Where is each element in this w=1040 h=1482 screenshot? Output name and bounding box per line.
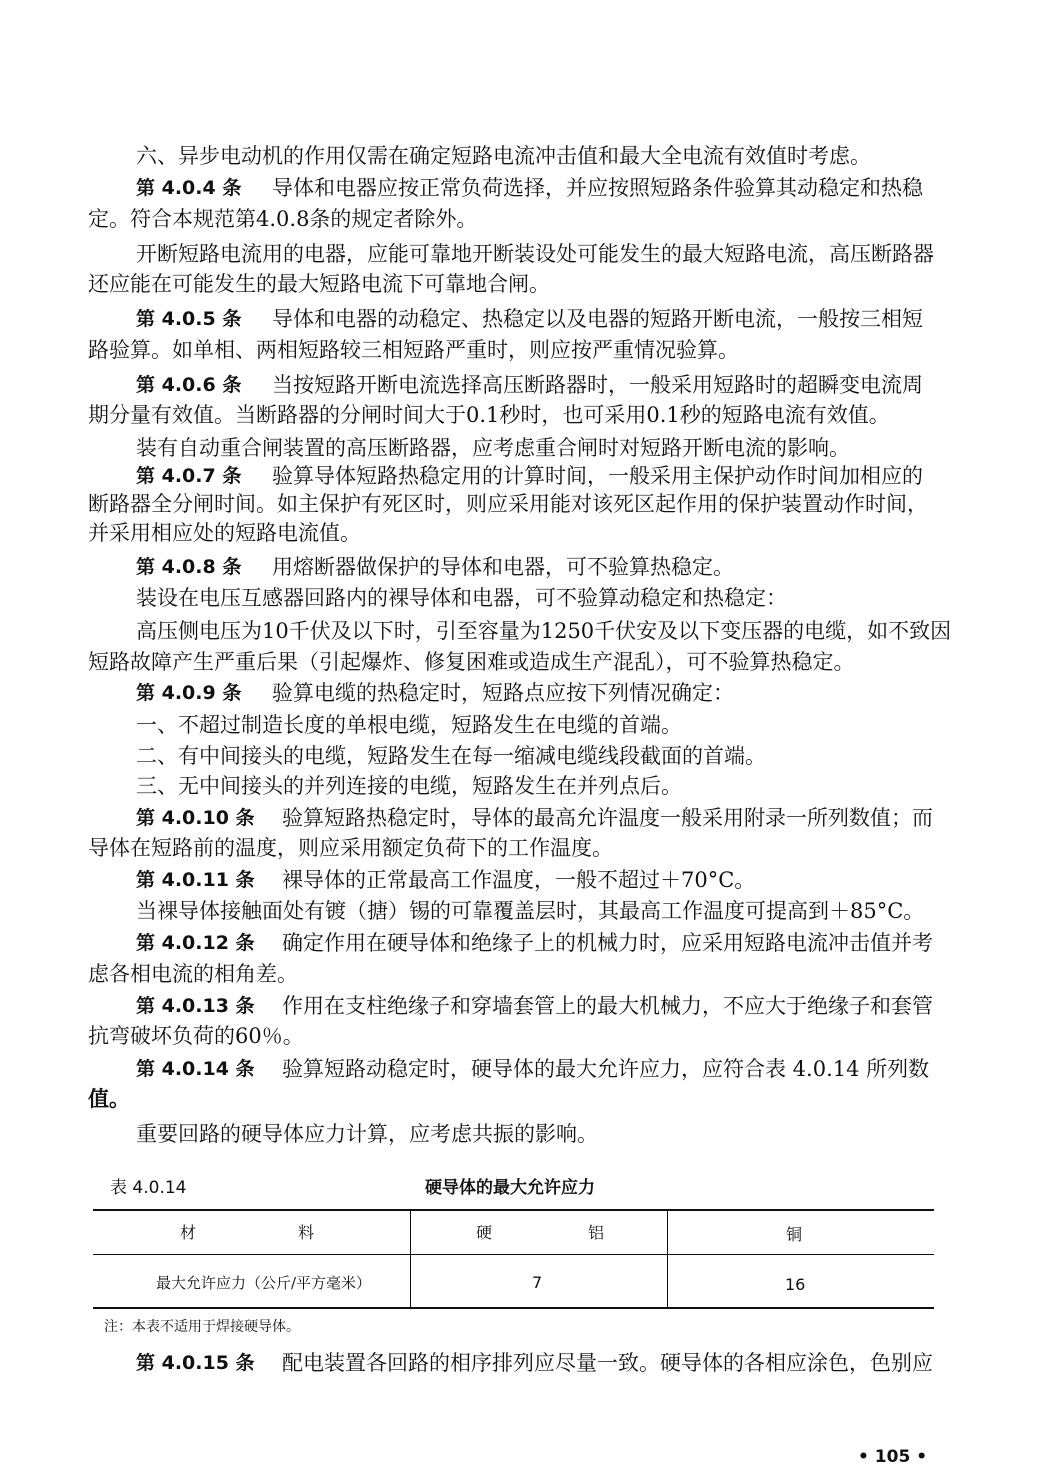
table-header-rule	[93, 1254, 934, 1255]
table-header-copper: 铜	[786, 1225, 803, 1244]
table-column-divider	[410, 1211, 411, 1307]
clause-number: 第 4.0.15 条	[136, 1352, 255, 1374]
clause-number: 第 4.0.13 条	[136, 995, 255, 1017]
clause-number: 第 4.0.6 条	[136, 374, 242, 396]
table-header-material: 材	[180, 1223, 197, 1242]
table-top-rule	[93, 1209, 934, 1211]
document-page: 六、异步电动机的作用仅需在确定短路电流冲击值和最大全电流有效值时考虑。 第 4.0.4 条 导体和电器应按正常负荷选择，并应按照短路条件验算其动稳定和热稳 定。符合本规范第4.0.8条的规定者除外。 开断短路电流用的电器，应能可靠地开断装设处可能发生的最大短路电流，高压断路器 还应能在可能发生的最大短路电流下可靠地合闸。 第 4.0.5 条 导体和电器的动稳定、热稳定以及电器的短路开断电流，一般按三相短 路验算。如单相、两相短路较三相短路严重时，则应按严重情况验算。 第 4.0.6 条 当按短路开断电流选择高压断路器时，一般采用短路时的超瞬变电流周 期分量有效值。当断路器的分闸时间大于0.1秒时，也可采用0.1秒的短路电流有效值。 装有自动重合闸装置的高压断路器，应考虑重合闸时对短路开断电流的影响。 第 4.0.7 条 验算导体短路热稳定用的计算时间，一般采用主保护动作时间加相应的 断路器全分闸时间。如主保护有死区时，则应采用能对该死区起作用的保护装置动作时间， 并采用相应处的短路电流值。 第 4.0.8 条 用熔断器做保护的导体和电器，可不验算热稳定。 装设在电压互感器回路内的裸导体和电器，可不验算动稳定和热稳定： 高压侧电压为10千伏及以下时，引至容量为1250千伏安及以下变压器的电缆，如不致因 短路故障产生严重后果（引起爆炸、修复困难或造成生产混乱），可不验算热稳定。 第 4.0.9 条 验算电缆的热稳定时，短路点应按下列情况确定： 一、不超过制造长度的单根电缆，短路发生在电缆的首端。 二、有中间接头的电缆，短路发生在每一缩减电缆线段截面的首端。 三、无中间接头的并列连接的电缆，短路发生在并列点后。 第 4.0.10 条 验算短路热稳定时，导体的最高允许温度一般采用附录一所列数值；而 导体在短路前的温度，则应采用额定负荷下的工作温度。 第 4.0.11 条 裸导体的正常最高工作温度，一般不超过＋70°C。 当裸导体接触面处有镀（搪）锡的可靠覆盖层时，其最高工作温度可提高到＋85°C。 第 4.0.12 条 确定作用在硬导体和绝缘子上的机械力时，应采用短路电流冲击值并考 虑各相电流的相角差。 第 4.0.13 条 作用在支柱绝缘子和穿墙套管上的最大机械力，不应大于绝缘子和套管 抗弯破坏负荷的60％。 第 4.0.14 条 验算短路动稳定时，硬导体的最大允许应力，应符合表 4.0.14 所列数 值。 重要回路的硬导体应力计算，应考虑共振的影响。 表 4.0.14 硬导体的最大允许应力 材 料 硬 铝 铜 最大允许应力（公斤/平方毫米） 7 16 注：本表不适用于焊接硬导体。 第 4.0.15 条 配电装置各回路的相序排列应尽量一致。硬导体的各相应涂色，色别应 • 105 •	[88, 144, 952, 1467]
table-cell-copper: 16	[785, 1275, 806, 1294]
clause-number: 第 4.0.12 条	[136, 932, 255, 954]
clause-number: 第 4.0.14 条	[136, 1058, 255, 1080]
table-header-material: 料	[298, 1223, 315, 1242]
table-title: 硬导体的最大允许应力	[425, 1178, 595, 1198]
clause-number: 第 4.0.4 条	[136, 177, 242, 199]
table-cell-aluminum: 7	[532, 1273, 543, 1292]
clause-number: 第 4.0.10 条	[136, 807, 255, 829]
clause-number: 第 4.0.8 条	[136, 556, 242, 578]
clause-number: 第 4.0.11 条	[136, 869, 255, 891]
table-column-divider	[667, 1211, 668, 1307]
table-bottom-rule	[93, 1307, 934, 1309]
clause-number: 第 4.0.5 条	[136, 308, 242, 330]
table-note: 注：本表不适用于焊接硬导体。	[104, 1319, 300, 1335]
table-header-hard-aluminum: 硬	[476, 1223, 493, 1242]
table-header-hard-aluminum: 铝	[588, 1223, 605, 1242]
clause-number: 第 4.0.9 条	[136, 682, 242, 704]
clause-number: 第 4.0.7 条	[136, 465, 242, 487]
table-row-label: 最大允许应力（公斤/平方毫米）	[156, 1274, 372, 1292]
table-label: 表 4.0.14	[110, 1178, 187, 1198]
page-number: • 105 •	[858, 1447, 928, 1467]
